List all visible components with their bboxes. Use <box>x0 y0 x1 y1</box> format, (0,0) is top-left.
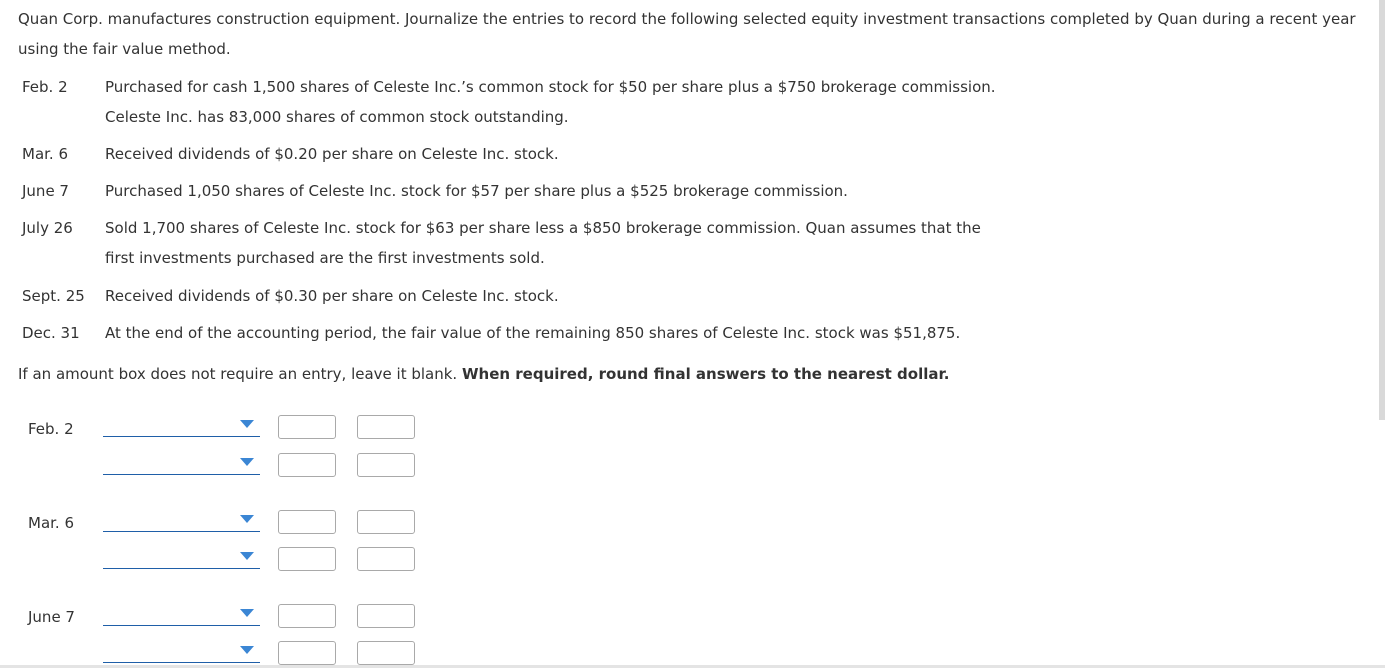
debit-amount-input[interactable] <box>278 604 336 628</box>
credit-amount-input[interactable] <box>357 604 415 628</box>
txn-desc-line: Purchased 1,050 shares of Celeste Inc. stock for $57 per share plus a $525 brokerage commission. <box>105 182 848 200</box>
txn-desc-line: Celeste Inc. has 83,000 shares of common stock outstanding. <box>105 108 569 126</box>
txn-date-june7: June 7 <box>22 182 69 200</box>
txn-desc-line: Sold 1,700 shares of Celeste Inc. stock for $63 per share less a $850 brokerage commission. Quan assumes that the <box>105 219 981 237</box>
credit-amount-input[interactable] <box>357 641 415 665</box>
problem-intro: Quan Corp. manufactures construction equipment. Journalize the entries to record the following selected equity investment transactions completed by Quan during a recent year using the fair value method. <box>18 10 1356 58</box>
txn-date-feb2: Feb. 2 <box>22 78 68 96</box>
instruction-normal: If an amount box does not require an entry, leave it blank. <box>18 365 462 383</box>
txn-desc-mar6 <box>105 139 1005 169</box>
caret-down-icon <box>240 515 254 523</box>
txn-date-sept25: Sept. 25 <box>22 287 85 305</box>
caret-down-icon <box>240 420 254 428</box>
account-dropdown[interactable] <box>103 414 260 437</box>
txn-desc-dec31 <box>105 318 1005 348</box>
credit-amount-input[interactable] <box>357 547 415 571</box>
txn-desc-feb2 <box>105 72 1005 132</box>
entry-date-mar6: Mar. 6 <box>28 514 75 532</box>
account-dropdown[interactable] <box>103 452 260 475</box>
caret-down-icon <box>240 552 254 560</box>
account-dropdown[interactable] <box>103 603 260 626</box>
account-dropdown[interactable] <box>103 509 260 532</box>
debit-amount-input[interactable] <box>278 453 336 477</box>
debit-amount-input[interactable] <box>278 415 336 439</box>
txn-desc-sept25 <box>105 281 1005 311</box>
txn-date-dec31: Dec. 31 <box>22 324 80 342</box>
caret-down-icon <box>240 458 254 466</box>
txn-desc-june7 <box>105 176 1005 206</box>
caret-down-icon <box>240 646 254 654</box>
txn-desc-line: At the end of the accounting period, the fair value of the remaining 850 shares of Celeste Inc. stock was $51,875. <box>105 324 961 342</box>
txn-date-mar6: Mar. 6 <box>22 145 69 163</box>
account-dropdown[interactable] <box>103 640 260 663</box>
credit-amount-input[interactable] <box>357 510 415 534</box>
txn-desc-line: Received dividends of $0.30 per share on Celeste Inc. stock. <box>105 287 559 305</box>
txn-desc-line: Purchased for cash 1,500 shares of Celeste Inc.’s common stock for $50 per share plus a $750 brokerage commission. <box>105 78 996 96</box>
debit-amount-input[interactable] <box>278 641 336 665</box>
account-dropdown[interactable] <box>103 546 260 569</box>
entry-date-feb2: Feb. 2 <box>28 420 74 438</box>
instruction-text <box>18 359 949 389</box>
debit-amount-input[interactable] <box>278 547 336 571</box>
debit-amount-input[interactable] <box>278 510 336 534</box>
vertical-scrollbar[interactable] <box>1379 0 1385 420</box>
txn-desc-july26 <box>105 213 1005 273</box>
entry-date-june7: June 7 <box>28 608 75 626</box>
bottom-divider <box>0 665 1385 668</box>
txn-desc-line: first investments purchased are the first investments sold. <box>105 249 545 267</box>
credit-amount-input[interactable] <box>357 415 415 439</box>
txn-date-july26: July 26 <box>22 219 73 237</box>
txn-desc-line: Received dividends of $0.20 per share on Celeste Inc. stock. <box>105 145 559 163</box>
instruction-bold: When required, round final answers to the nearest dollar. <box>461 365 950 383</box>
credit-amount-input[interactable] <box>357 453 415 477</box>
caret-down-icon <box>240 609 254 617</box>
